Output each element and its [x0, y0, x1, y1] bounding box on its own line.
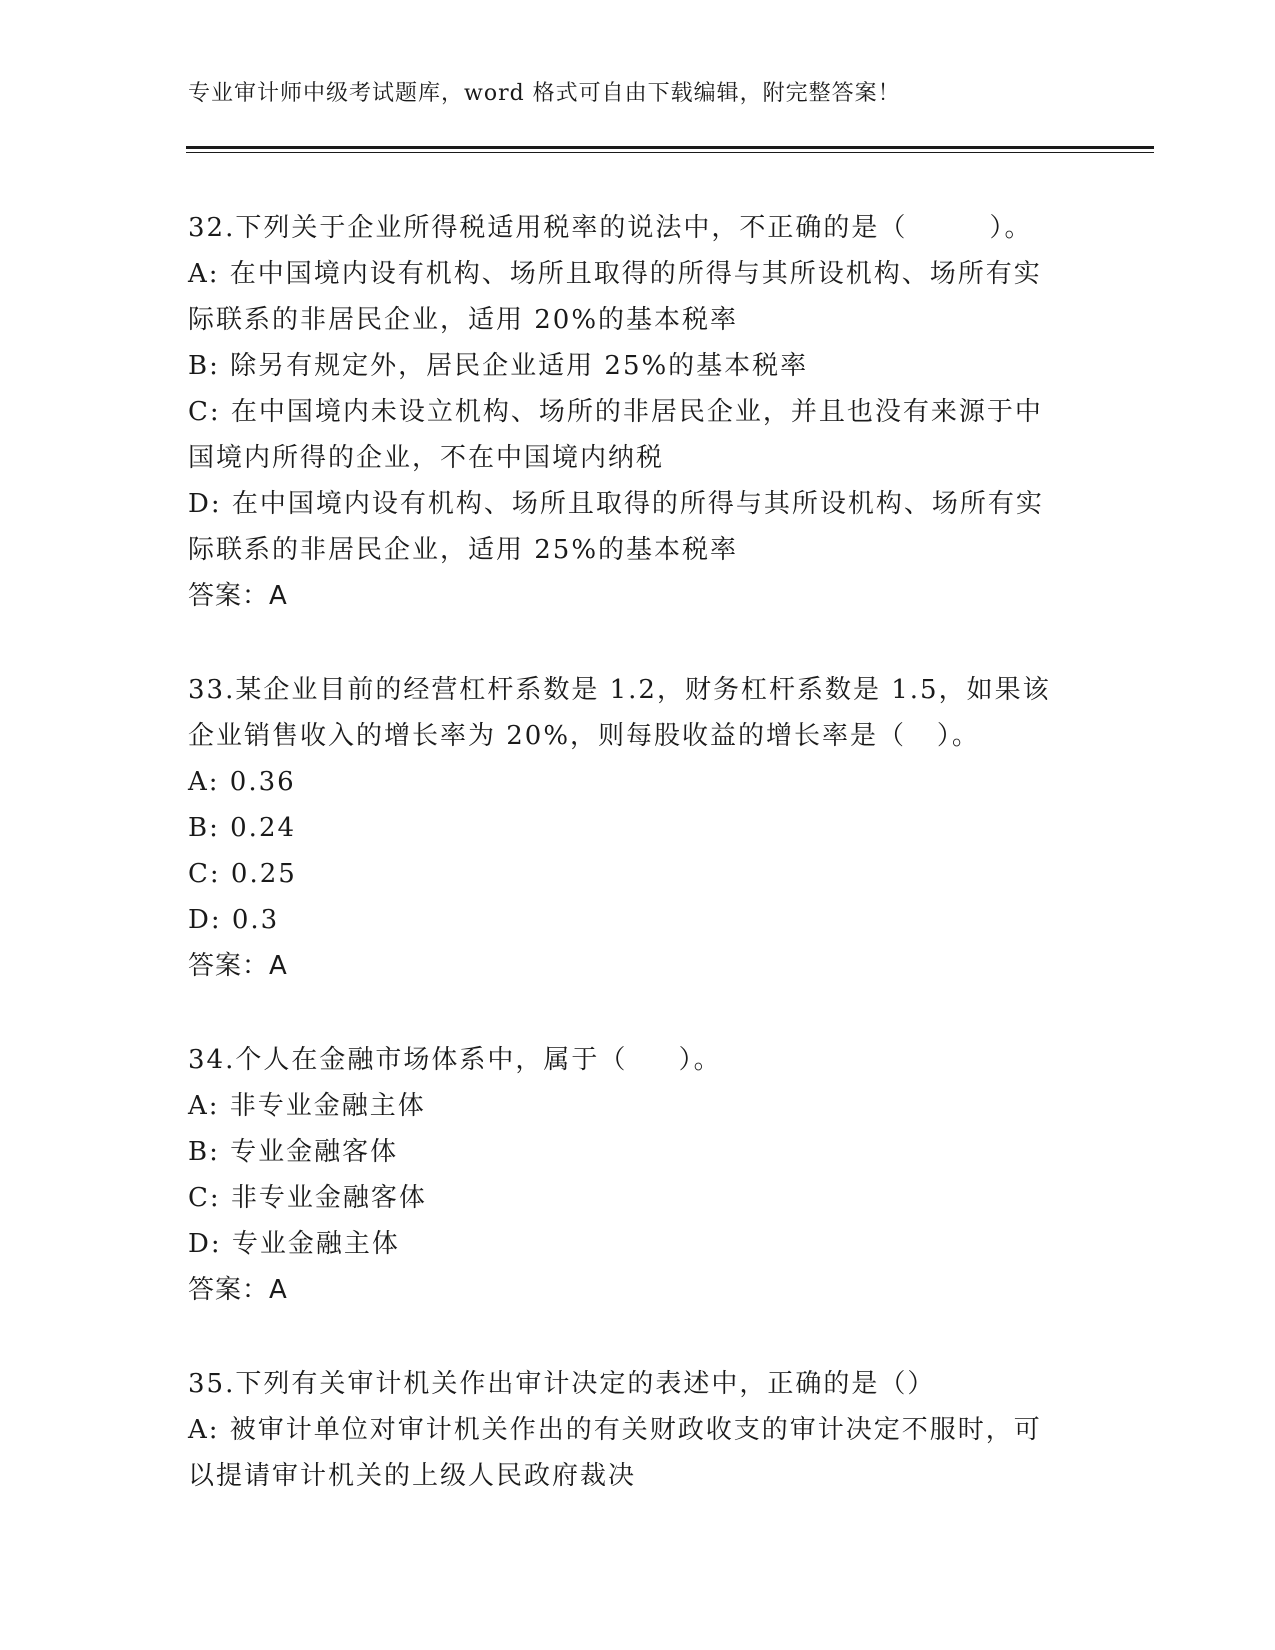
- question-list: [188, 205, 1088, 1547]
- header-rule-thick: [186, 146, 1154, 149]
- option-a-continued: 际联系的非居民企业，适用 20%的基本税率: [188, 305, 739, 335]
- option-c: C: 在中国境内未设立机构、场所的非居民企业，并且也没有来源于中: [188, 397, 1043, 427]
- option-c: C: 非专业金融客体: [188, 1183, 427, 1213]
- option-c-continued: 国境内所得的企业，不在中国境内纳税: [188, 443, 665, 473]
- question-stem: 33.某企业目前的经营杠杆系数是 1.2，财务杠杆系数是 1.5，如果该: [188, 675, 1051, 705]
- option-d-continued: 际联系的非居民企业，适用 25%的基本税率: [188, 535, 739, 565]
- option-d: D: 0.3: [188, 905, 280, 935]
- option-d: D: 在中国境内设有机构、场所且取得的所得与其所设机构、场所有实: [188, 489, 1044, 519]
- answer: 答案：A: [188, 951, 288, 981]
- page-header: 专业审计师中级考试题库，word 格式可自由下载编辑，附完整答案！: [188, 81, 901, 106]
- question-stem: 32.下列关于企业所得税适用税率的说法中，不正确的是（ ）。: [188, 213, 1033, 243]
- answer: 答案：A: [188, 1275, 288, 1305]
- answer: 答案：A: [188, 581, 288, 611]
- question-35: [188, 1361, 1088, 1499]
- option-d: D: 专业金融主体: [188, 1229, 400, 1259]
- question-stem: 34.个人在金融市场体系中，属于（ ）。: [188, 1045, 722, 1075]
- option-a: A: 在中国境内设有机构、场所且取得的所得与其所设机构、场所有实: [188, 259, 1042, 289]
- option-a-continued: 以提请审计机关的上级人民政府裁决: [188, 1461, 637, 1491]
- header-rule-thin: [186, 152, 1154, 153]
- option-b: B: 除另有规定外，居民企业适用 25%的基本税率: [188, 351, 809, 381]
- option-b: B: 专业金融客体: [188, 1137, 399, 1167]
- option-b: B: 0.24: [188, 813, 297, 843]
- question-stem: 35.下列有关审计机关作出审计决定的表述中，正确的是（）: [188, 1369, 936, 1399]
- option-a: A: 被审计单位对审计机关作出的有关财政收支的审计决定不服时，可: [188, 1415, 1042, 1445]
- option-c: C: 0.25: [188, 859, 297, 889]
- question-33: [188, 667, 1088, 989]
- option-a: A: 0.36: [188, 767, 296, 797]
- question-34: [188, 1037, 1088, 1313]
- option-a: A: 非专业金融主体: [188, 1091, 426, 1121]
- question-stem-continued: 企业销售收入的增长率为 20%，则每股收益的增长率是（ ）。: [188, 721, 980, 751]
- question-32: [188, 205, 1088, 619]
